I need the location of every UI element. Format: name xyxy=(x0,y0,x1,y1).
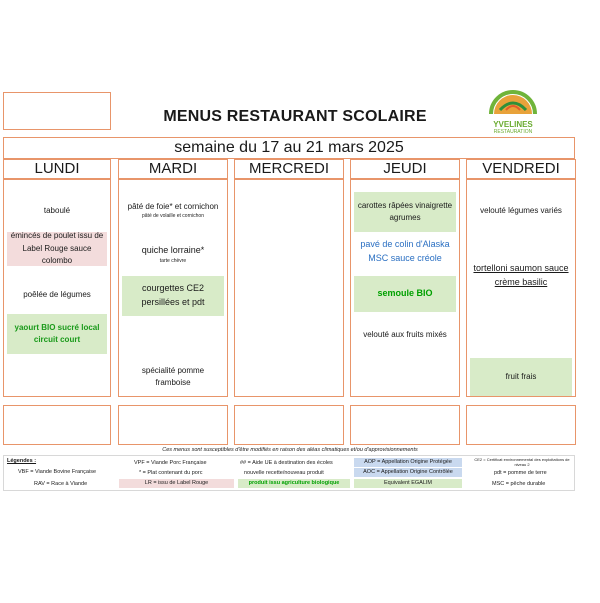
legend-aop: AOP = Appellation Origine Protégée xyxy=(354,458,462,467)
mardi-dessert: spécialité pomme framboise xyxy=(141,365,205,387)
page-title: MENUS RESTAURANT SCOLAIRE xyxy=(163,108,427,125)
lundi-accompagnement: poêlée de légumes xyxy=(23,289,91,299)
mardi-entree: pâté de foie* et cornichon xyxy=(127,201,219,211)
mardi-accompagnement: courgettes CE2 persillées et pdt xyxy=(122,276,224,316)
column-mercredi xyxy=(234,179,344,397)
legend-aide: ## = Aide UE à destination des écoles xyxy=(240,460,333,466)
legend-bio: produit issu agriculture biologique xyxy=(238,479,350,488)
column-jeudi xyxy=(350,179,460,397)
mardi-entree-note: pâté de volaille et cornichon xyxy=(142,212,204,219)
legend-egalim: Equivalent EGALIM xyxy=(354,479,462,488)
vendredi-dessert: fruit frais xyxy=(470,358,572,396)
legend-aoc: AOC = Appellation Origine Contrôlée xyxy=(354,468,462,477)
bottom-cell-mardi xyxy=(118,405,228,445)
legend-msc: MSC = pêche durable xyxy=(492,481,546,487)
disclaimer-note: Ces menus sont susceptibles d'être modifiés en raison des aléas climatiques et/ou d'approvisionnements xyxy=(162,447,418,453)
top-left-box xyxy=(3,92,111,130)
mardi-plat-note: tarte chèvre xyxy=(159,257,187,264)
day-header-mercredi: MERCREDI xyxy=(234,159,344,179)
lundi-dessert: yaourt BIO sucré local circuit court xyxy=(7,314,107,354)
lundi-entree: taboulé xyxy=(43,205,71,215)
legend-nouvelle: nouvelle recette/nouveau produit xyxy=(244,470,324,476)
legend-lr: LR = issu de Label Rouge xyxy=(119,479,234,488)
column-mardi xyxy=(118,179,228,397)
legend-ce2: CE2 = Certificat environnemental des exploitations de niveau 2 xyxy=(474,457,570,467)
day-header-mardi: MARDI xyxy=(118,159,228,179)
legend-vbf: VBF = Viande Bovine Française xyxy=(18,469,97,475)
mardi-plat: quiche lorraine* xyxy=(141,244,205,255)
legend-porc: * = Plat contenant du porc xyxy=(139,470,203,476)
bottom-cell-jeudi xyxy=(350,405,460,445)
day-header-vendredi: VENDREDI xyxy=(466,159,576,179)
week-banner: semaine du 17 au 21 mars 2025 xyxy=(3,137,575,159)
day-header-jeudi: JEUDI xyxy=(350,159,460,179)
legend-box xyxy=(3,455,575,491)
yvelines-restauration-logo xyxy=(488,90,538,135)
bottom-cell-vendredi xyxy=(466,405,576,445)
vendredi-plat: tortelloni saumon sauce crème basilic xyxy=(473,263,569,287)
bottom-cell-lundi xyxy=(3,405,111,445)
day-header-lundi: LUNDI xyxy=(3,159,111,179)
logo-emblem-icon xyxy=(488,90,538,116)
legend-title: Légendes : xyxy=(7,458,37,464)
jeudi-plat: pavé de colin d'Alaska MSC sauce créole xyxy=(360,239,450,263)
column-vendredi xyxy=(466,179,576,397)
vendredi-entree: velouté légumes variés xyxy=(480,205,562,215)
bottom-cell-mercredi xyxy=(234,405,344,445)
logo-line1: YVELINES xyxy=(493,120,533,129)
legend-vpf: VPF = Viande Porc Française xyxy=(134,460,207,466)
logo-line2: RESTAURATION xyxy=(493,129,533,135)
jeudi-entree: carottes râpées vinaigrette agrumes xyxy=(354,192,456,232)
lundi-plat: émincés de poulet issu de Label Rouge sauce colombo xyxy=(7,232,107,266)
jeudi-accompagnement: semoule BIO xyxy=(354,276,456,312)
legend-pdt: pdt = pomme de terre xyxy=(494,470,547,476)
mardi-plat-group xyxy=(122,234,224,274)
legend-rav: RAV = Race à Viande xyxy=(34,481,88,487)
column-lundi xyxy=(3,179,111,397)
mardi-entree-group xyxy=(122,190,224,230)
jeudi-dessert: velouté aux fruits mixés xyxy=(363,329,447,339)
